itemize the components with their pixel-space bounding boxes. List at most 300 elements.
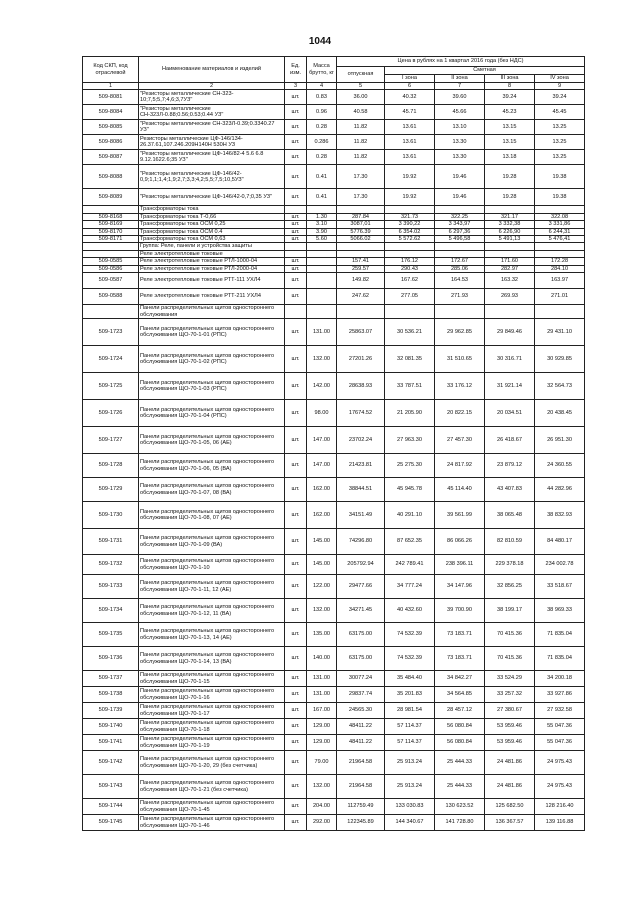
row-unit: шт. xyxy=(285,189,307,206)
row-code xyxy=(83,250,139,257)
table-row xyxy=(83,273,585,289)
price-table xyxy=(82,56,585,831)
row-name: Панели распределительных щитов одностороннего обслуживания ЩО-70-1-17 xyxy=(139,703,285,719)
price-zone-4: 30 929.85 xyxy=(535,346,585,373)
row-name: Панели распределительных щитов одностороннего обслуживания ЩО-70-1-04 (РПС) xyxy=(139,400,285,427)
price-release: 21964.58 xyxy=(337,751,385,775)
row-code: 509-0586 xyxy=(83,265,139,272)
price-zone-1: 34 777.24 xyxy=(385,575,435,599)
row-mass: 0.96 xyxy=(307,105,337,120)
row-unit: шт. xyxy=(285,289,307,305)
price-zone-4: 172.28 xyxy=(535,258,585,265)
price-zone-3: 27 380.67 xyxy=(485,703,535,719)
price-zone-2: 28 457.12 xyxy=(435,703,485,719)
row-code xyxy=(83,305,139,319)
price-zone-2: 34 842.27 xyxy=(435,671,485,687)
row-unit: шт. xyxy=(285,258,307,265)
row-code: 509-8087 xyxy=(83,150,139,165)
price-zone-3: 5 491,13 xyxy=(485,236,535,243)
row-name: "Резисторы металлические ЦФ-146/42-0,7;0,35 УЗ" xyxy=(139,189,285,206)
row-name: Панели распределительных щитов одностороннего обслуживания ЩО-70-1-10 xyxy=(139,555,285,575)
row-mass: 162.00 xyxy=(307,478,337,502)
price-zone-3: 171.60 xyxy=(485,258,535,265)
row-name: Панели распределительных щитов одностороннего обслуживания xyxy=(139,305,285,319)
price-zone-2: 25 444.33 xyxy=(435,751,485,775)
price-release: 247.62 xyxy=(337,289,385,305)
price-zone-2: 238 396.11 xyxy=(435,555,485,575)
price-zone-1: 33 787.51 xyxy=(385,373,435,400)
price-zone-4: 139 116.88 xyxy=(535,815,585,831)
price-zone-3: 33 524.29 xyxy=(485,671,535,687)
table-row xyxy=(83,258,585,265)
price-zone-2: 33 176.12 xyxy=(435,373,485,400)
price-zone-3: 136 367.57 xyxy=(485,815,535,831)
row-unit: шт. xyxy=(285,799,307,815)
price-zone-2: 285.06 xyxy=(435,265,485,272)
price-zone-3: 45.23 xyxy=(485,105,535,120)
price-zone-4: 24 360.55 xyxy=(535,454,585,478)
row-unit: шт. xyxy=(285,478,307,502)
price-zone-3: 13.18 xyxy=(485,150,535,165)
row-unit xyxy=(285,250,307,257)
col-header-zone-4: IV зона xyxy=(535,75,585,83)
price-release: 36.00 xyxy=(337,90,385,105)
column-index: 4 xyxy=(307,83,337,90)
row-unit: шт. xyxy=(285,647,307,671)
price-zone-4: 5 476,41 xyxy=(535,236,585,243)
row-code: 509-0587 xyxy=(83,273,139,289)
row-name: Панели распределительных щитов одностороннего обслуживания ЩО-70-1-12, 11 (ВА) xyxy=(139,599,285,623)
table-row xyxy=(83,719,585,735)
price-zone-2: 130 623.52 xyxy=(435,799,485,815)
row-mass: 145.00 xyxy=(307,529,337,555)
col-header-price: Цена в рублях на 1 квартал 2016 года (без НДС) xyxy=(337,57,585,67)
price-zone-1: 13.61 xyxy=(385,150,435,165)
price-release: 21423.81 xyxy=(337,454,385,478)
row-unit: шт. xyxy=(285,105,307,120)
table-row xyxy=(83,671,585,687)
price-release: 21964.58 xyxy=(337,775,385,799)
price-zone-2: 19.46 xyxy=(435,165,485,189)
row-name: Группа: Реле, панели и устройства защиты xyxy=(139,243,285,250)
row-unit: шт. xyxy=(285,135,307,150)
row-name: Резисторы металлические ЦФ-146/134-26.37.61,107.246.209Н140Н 530Н УЗ xyxy=(139,135,285,150)
table-row xyxy=(83,265,585,272)
row-unit xyxy=(285,206,307,213)
price-zone-3: 32 856.25 xyxy=(485,575,535,599)
price-zone-4: 84 480.17 xyxy=(535,529,585,555)
row-code: 509-1724 xyxy=(83,346,139,373)
price-zone-4: 6 244,31 xyxy=(535,228,585,235)
price-zone-1: 28 981.54 xyxy=(385,703,435,719)
price-zone-3: 321.17 xyxy=(485,213,535,220)
price-zone-2: 13.30 xyxy=(435,150,485,165)
row-unit: шт. xyxy=(285,703,307,719)
price-zone-1: 277.05 xyxy=(385,289,435,305)
price-zone-1: 40 291.10 xyxy=(385,502,435,529)
price-zone-1: 45 945.78 xyxy=(385,478,435,502)
table-row xyxy=(83,623,585,647)
row-unit: шт. xyxy=(285,400,307,427)
table-row xyxy=(83,289,585,305)
price-release: 63175.00 xyxy=(337,647,385,671)
price-zone-1: 32 081.35 xyxy=(385,346,435,373)
row-mass: 3.10 xyxy=(307,221,337,228)
row-code: 509-8084 xyxy=(83,105,139,120)
table-row xyxy=(83,502,585,529)
price-zone-3: 20 034.51 xyxy=(485,400,535,427)
price-zone-3: 38 199.17 xyxy=(485,599,535,623)
price-zone-2: 19.46 xyxy=(435,189,485,206)
column-index: 9 xyxy=(535,83,585,90)
row-code: 509-1735 xyxy=(83,623,139,647)
price-zone-1: 57 114.37 xyxy=(385,735,435,751)
price-release: 11.82 xyxy=(337,150,385,165)
row-code: 509-1727 xyxy=(83,427,139,454)
price-zone-3: 24 481.86 xyxy=(485,751,535,775)
price-zone-4: 29 431.10 xyxy=(535,319,585,346)
row-code: 509-1726 xyxy=(83,400,139,427)
row-name: Трансформаторы тока ОСМ 0,63 xyxy=(139,236,285,243)
price-zone-1: 25 913.24 xyxy=(385,775,435,799)
price-zone-1: 74 532.39 xyxy=(385,623,435,647)
price-zone-3: 39.24 xyxy=(485,90,535,105)
table-row xyxy=(83,454,585,478)
price-zone-2: 34 564.85 xyxy=(435,687,485,703)
price-release: 63175.00 xyxy=(337,623,385,647)
table-row xyxy=(83,599,585,623)
column-index: 3 xyxy=(285,83,307,90)
table-row xyxy=(83,346,585,373)
table-row xyxy=(83,529,585,555)
row-name: Панели распределительных щитов одностороннего обслуживания ЩО-70-1-46 xyxy=(139,815,285,831)
price-zone-1: 321.73 xyxy=(385,213,435,220)
col-header-code: Код СКП, код отраслевой xyxy=(83,57,139,83)
row-unit: шт. xyxy=(285,687,307,703)
price-release: 27201.26 xyxy=(337,346,385,373)
table-row xyxy=(83,165,585,189)
row-code: 509-1738 xyxy=(83,687,139,703)
table-row xyxy=(83,213,585,220)
price-release: 24565.30 xyxy=(337,703,385,719)
row-code: 509-8088 xyxy=(83,165,139,189)
row-mass: 132.00 xyxy=(307,346,337,373)
price-zone-4 xyxy=(535,250,585,257)
column-index: 6 xyxy=(385,83,435,90)
page-number: 1044 xyxy=(308,36,332,47)
row-name: Панели распределительных щитов одностороннего обслуживания ЩО-70-1-13, 14 (АЕ) xyxy=(139,623,285,647)
row-unit: шт. xyxy=(285,671,307,687)
table-row xyxy=(83,703,585,719)
row-mass xyxy=(307,265,337,272)
price-zone-4: 13.25 xyxy=(535,120,585,135)
column-index: 1 xyxy=(83,83,139,90)
row-mass xyxy=(307,273,337,289)
price-zone-1: 74 532.39 xyxy=(385,647,435,671)
row-mass: 204.00 xyxy=(307,799,337,815)
price-zone-3: 269.93 xyxy=(485,289,535,305)
price-release xyxy=(337,305,385,319)
price-zone-3: 53 959.46 xyxy=(485,735,535,751)
price-zone-4: 19.38 xyxy=(535,165,585,189)
price-zone-2: 172.67 xyxy=(435,258,485,265)
price-zone-1: 3 390,22 xyxy=(385,221,435,228)
price-zone-4: 27 932.58 xyxy=(535,703,585,719)
table-row xyxy=(83,478,585,502)
price-zone-1 xyxy=(385,206,435,213)
price-zone-4: 33 518.67 xyxy=(535,575,585,599)
row-name: Панели распределительных щитов одностороннего обслуживания ЩО-70-1-20, 29 (без счетчика) xyxy=(139,751,285,775)
price-zone-2: 73 183.71 xyxy=(435,647,485,671)
price-zone-2: 73 183.71 xyxy=(435,623,485,647)
row-code: 509-8089 xyxy=(83,189,139,206)
row-unit xyxy=(285,305,307,319)
row-name: "Резисторы металлические ЦФ-146/42-0,9;1,1;1,4;1,9;2,7;3,3;4,2;5,5;7,5;10,5УЗ" xyxy=(139,165,285,189)
price-zone-2 xyxy=(435,305,485,319)
row-code: 509-1745 xyxy=(83,815,139,831)
column-index: 8 xyxy=(485,83,535,90)
row-name: Трансформаторы тока Т-0,66 xyxy=(139,213,285,220)
row-mass: 142.00 xyxy=(307,373,337,400)
table-row xyxy=(83,735,585,751)
row-name: Реле электротепловые токовые РТТ-211 УХЛ4 xyxy=(139,289,285,305)
price-release: 17.30 xyxy=(337,165,385,189)
row-unit: шт. xyxy=(285,373,307,400)
table-row xyxy=(83,236,585,243)
row-code: 509-8081 xyxy=(83,90,139,105)
row-code: 509-1740 xyxy=(83,719,139,735)
row-mass: 0.41 xyxy=(307,189,337,206)
row-name: Панели распределительных щитов одностороннего обслуживания ЩО-70-1-18 xyxy=(139,719,285,735)
row-unit xyxy=(285,243,307,250)
price-zone-2 xyxy=(435,206,485,213)
row-unit: шт. xyxy=(285,346,307,373)
row-name: "Резисторы металлические СН-323Л-0.39;0.3340.27 УЗ" xyxy=(139,120,285,135)
row-mass: 147.00 xyxy=(307,454,337,478)
price-zone-1: 25 913.24 xyxy=(385,751,435,775)
price-zone-1: 176.12 xyxy=(385,258,435,265)
price-zone-2: 56 080.84 xyxy=(435,719,485,735)
row-unit: шт. xyxy=(285,623,307,647)
row-mass: 131.00 xyxy=(307,319,337,346)
row-mass: 122.00 xyxy=(307,575,337,599)
col-header-estimate: Сметная xyxy=(385,67,585,75)
row-name: Панели распределительных щитов одностороннего обслуживания ЩО-70-1-45 xyxy=(139,799,285,815)
row-name: Панели распределительных щитов одностороннего обслуживания ЩО-70-1-01 (РПС) xyxy=(139,319,285,346)
col-header-unit: Ед. изм. xyxy=(285,57,307,83)
row-name: Реле электротепловые токовые РТЛ-2000-04 xyxy=(139,265,285,272)
price-release: 48411.22 xyxy=(337,735,385,751)
row-unit: шт. xyxy=(285,575,307,599)
row-name: "Резисторы металлические СН-323Л-0.88;0.56;0.53;0.44 УЗ" xyxy=(139,105,285,120)
price-release: 23702.24 xyxy=(337,427,385,454)
price-zone-4: 24 975.43 xyxy=(535,775,585,799)
row-mass xyxy=(307,243,337,250)
row-code: 509-1731 xyxy=(83,529,139,555)
price-zone-3: 163.32 xyxy=(485,273,535,289)
row-name: Панели распределительных щитов одностороннего обслуживания ЩО-70-1-14, 13 (ВА) xyxy=(139,647,285,671)
price-zone-3: 33 257.32 xyxy=(485,687,535,703)
price-zone-2: 164.53 xyxy=(435,273,485,289)
price-release: 38844.51 xyxy=(337,478,385,502)
price-zone-1: 13.61 xyxy=(385,120,435,135)
price-zone-4: 13.25 xyxy=(535,150,585,165)
row-mass: 292.00 xyxy=(307,815,337,831)
price-zone-1: 40 432.60 xyxy=(385,599,435,623)
table-row xyxy=(83,319,585,346)
row-code: 509-1732 xyxy=(83,555,139,575)
price-zone-3: 24 481.86 xyxy=(485,775,535,799)
price-zone-3: 53 959.46 xyxy=(485,719,535,735)
price-zone-3: 23 879.12 xyxy=(485,454,535,478)
price-release: 17.30 xyxy=(337,189,385,206)
price-zone-3 xyxy=(485,305,535,319)
row-name: "Резисторы металлические СН-323-10;7,5;5,7;4,6;3,7УЗ" xyxy=(139,90,285,105)
row-code: 509-1734 xyxy=(83,599,139,623)
price-release: 5776.39 xyxy=(337,228,385,235)
price-zone-1: 40.32 xyxy=(385,90,435,105)
row-unit: шт. xyxy=(285,221,307,228)
row-mass: 3.90 xyxy=(307,228,337,235)
row-mass: 0.83 xyxy=(307,90,337,105)
price-zone-3: 282.97 xyxy=(485,265,535,272)
row-mass: 145.00 xyxy=(307,555,337,575)
row-name: Панели распределительных щитов одностороннего обслуживания ЩО-70-1-02 (РПС) xyxy=(139,346,285,373)
table-row xyxy=(83,206,585,213)
price-release: 29477.66 xyxy=(337,575,385,599)
row-mass: 132.00 xyxy=(307,599,337,623)
price-zone-1: 19.92 xyxy=(385,165,435,189)
row-unit: шт. xyxy=(285,273,307,289)
price-release: 157.41 xyxy=(337,258,385,265)
price-zone-2: 39 561.99 xyxy=(435,502,485,529)
table-row xyxy=(83,243,585,250)
row-unit: шт. xyxy=(285,228,307,235)
row-name: Панели распределительных щитов одностороннего обслуживания ЩО-70-1-07, 08 (ВА) xyxy=(139,478,285,502)
row-name: Панели распределительных щитов одностороннего обслуживания ЩО-70-1-16 xyxy=(139,687,285,703)
price-release: 11.82 xyxy=(337,135,385,150)
table-row xyxy=(83,815,585,831)
price-zone-2: 45.66 xyxy=(435,105,485,120)
price-zone-4: 20 438.45 xyxy=(535,400,585,427)
price-release: 11.82 xyxy=(337,120,385,135)
row-mass: 1.30 xyxy=(307,213,337,220)
table-row xyxy=(83,90,585,105)
price-zone-1: 45.71 xyxy=(385,105,435,120)
row-name: Панели распределительных щитов одностороннего обслуживания ЩО-70-1-08, 07 (АЕ) xyxy=(139,502,285,529)
price-release: 40.58 xyxy=(337,105,385,120)
row-unit: шт. xyxy=(285,529,307,555)
table-row xyxy=(83,189,585,206)
row-code: 509-8086 xyxy=(83,135,139,150)
table-row xyxy=(83,221,585,228)
price-zone-3 xyxy=(485,243,535,250)
row-name: Панели распределительных щитов одностороннего обслуживания ЩО-70-1-03 (РПС) xyxy=(139,373,285,400)
row-code: 509-1744 xyxy=(83,799,139,815)
row-mass: 132.00 xyxy=(307,775,337,799)
row-mass: 5.60 xyxy=(307,236,337,243)
row-code: 509-1723 xyxy=(83,319,139,346)
price-zone-4: 322.08 xyxy=(535,213,585,220)
price-zone-1: 144 340.67 xyxy=(385,815,435,831)
price-zone-1: 35 484.40 xyxy=(385,671,435,687)
price-zone-4: 38 969.33 xyxy=(535,599,585,623)
price-release: 74296.80 xyxy=(337,529,385,555)
row-code: 509-1729 xyxy=(83,478,139,502)
price-zone-2: 13.10 xyxy=(435,120,485,135)
price-zone-3 xyxy=(485,250,535,257)
price-zone-4 xyxy=(535,243,585,250)
price-zone-4: 39.24 xyxy=(535,90,585,105)
price-zone-1: 35 201.83 xyxy=(385,687,435,703)
table-row xyxy=(83,575,585,599)
price-zone-2: 34 147.96 xyxy=(435,575,485,599)
table-row xyxy=(83,647,585,671)
row-mass: 131.00 xyxy=(307,671,337,687)
row-code xyxy=(83,243,139,250)
row-name: Панели распределительных щитов одностороннего обслуживания ЩО-70-1-15 xyxy=(139,671,285,687)
row-name: Реле электротепловые токовые xyxy=(139,250,285,257)
row-code: 509-8171 xyxy=(83,236,139,243)
row-code: 509-1739 xyxy=(83,703,139,719)
price-zone-1: 21 205.90 xyxy=(385,400,435,427)
price-release: 3087,01 xyxy=(337,221,385,228)
row-unit: шт. xyxy=(285,120,307,135)
price-zone-2: 24 817.92 xyxy=(435,454,485,478)
row-code: 509-1730 xyxy=(83,502,139,529)
row-mass: 0.28 xyxy=(307,150,337,165)
price-release: 48411.22 xyxy=(337,719,385,735)
price-release: 29837.74 xyxy=(337,687,385,703)
table-row xyxy=(83,555,585,575)
table-row xyxy=(83,427,585,454)
row-unit: шт. xyxy=(285,555,307,575)
row-mass: 129.00 xyxy=(307,735,337,751)
row-code: 509-8085 xyxy=(83,120,139,135)
price-zone-2: 20 822.15 xyxy=(435,400,485,427)
row-name: Панели распределительных щитов одностороннего обслуживания ЩО-70-1-11, 12 (АЕ) xyxy=(139,575,285,599)
col-header-name: Наименование материалов и изделий xyxy=(139,57,285,83)
price-zone-2: 322.25 xyxy=(435,213,485,220)
price-zone-1: 27 963.30 xyxy=(385,427,435,454)
price-zone-2: 13.30 xyxy=(435,135,485,150)
price-zone-1: 87 652.35 xyxy=(385,529,435,555)
row-code: 509-1725 xyxy=(83,373,139,400)
price-zone-4: 271.01 xyxy=(535,289,585,305)
price-zone-3: 13.15 xyxy=(485,135,535,150)
price-zone-3: 125 682.50 xyxy=(485,799,535,815)
col-header-release: отпускная xyxy=(337,67,385,83)
price-release: 5066.02 xyxy=(337,236,385,243)
table-row xyxy=(83,105,585,120)
price-zone-3: 43 407.83 xyxy=(485,478,535,502)
price-zone-1: 25 275.30 xyxy=(385,454,435,478)
row-mass xyxy=(307,258,337,265)
price-zone-2: 45 114.40 xyxy=(435,478,485,502)
price-zone-4: 34 200.18 xyxy=(535,671,585,687)
row-unit: шт. xyxy=(285,775,307,799)
row-unit: шт. xyxy=(285,599,307,623)
table-body xyxy=(83,90,585,831)
price-zone-1: 133 030.83 xyxy=(385,799,435,815)
row-mass: 129.00 xyxy=(307,719,337,735)
price-zone-4: 3 331,86 xyxy=(535,221,585,228)
price-zone-1: 13.61 xyxy=(385,135,435,150)
price-zone-4: 24 975.43 xyxy=(535,751,585,775)
price-zone-2: 86 066.26 xyxy=(435,529,485,555)
row-name: Реле электротепловые токовые РТЛ-1000-04 xyxy=(139,258,285,265)
row-name: Реле электротепловые токовые РТТ-111 УХЛ4 xyxy=(139,273,285,289)
